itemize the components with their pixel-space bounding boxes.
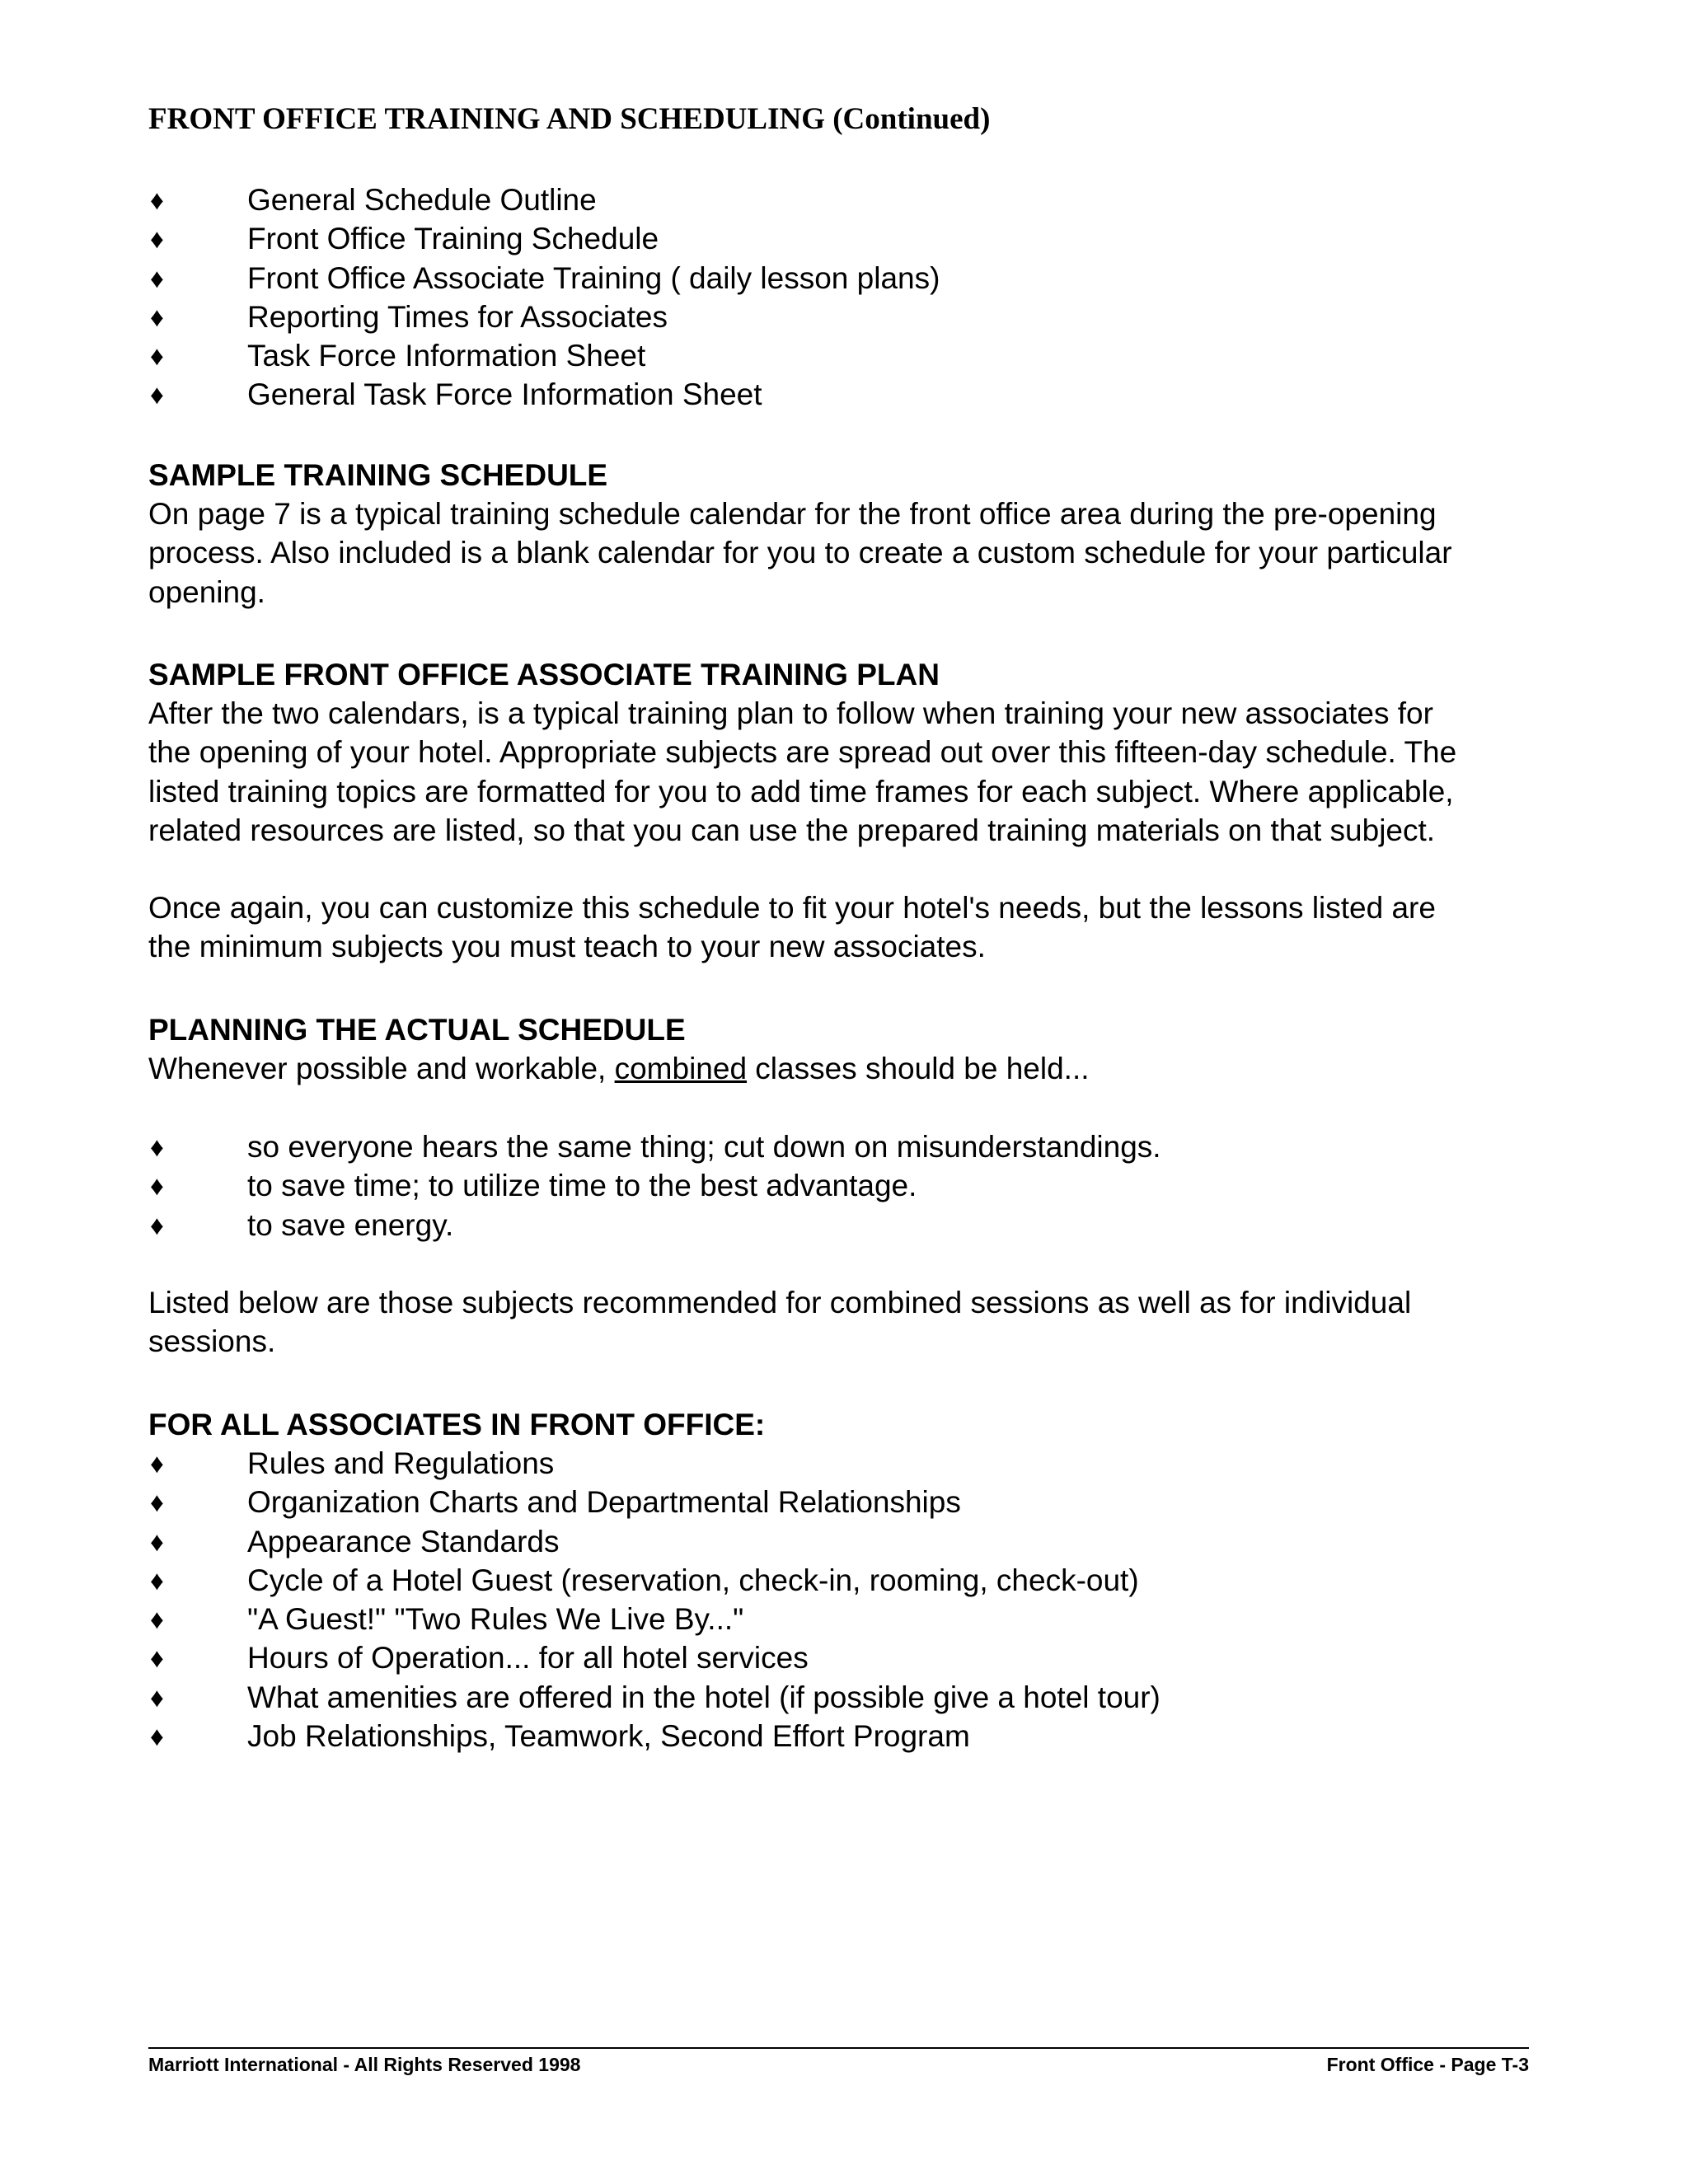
diamond-bullet-icon: ♦ [150, 262, 164, 293]
diamond-bullet-icon: ♦ [150, 1604, 164, 1635]
diamond-bullet-icon: ♦ [150, 1681, 164, 1713]
document-page: FRONT OFFICE TRAINING AND SCHEDULING (Continued) ♦ General Schedule Outline ♦ Front Office Training Schedule ♦ Front Office Associate Training ( daily lesson plans) ♦ Reporting Times for Associates ♦ Task Force Information Sheet ♦ General Task Force Information Sheet SAMPLE TRAINING SCHEDULE On page 7 is a typical training schedule calendar for the front office area during the pre-opening process. Also included is a blank calendar for you to create a custom schedule for your particular opening. SAMPLE FRONT OFFICE ASSOCIATE TRAINING PLAN After the two calendars, is a typical training plan to follow when training your new associates for the opening of your hotel. Appropriate subjects are spread out over this fifteen-day schedule. The listed training topics are formatted for you to add time frames for each subject. Where applicable, related resources are listed, so that you can use the prepared training materials on that subject. Once again, you can customize this schedule to fit your hotel's needs, but the lessons listed are the minimum subjects you must teach to your new associates. PLANNING THE ACTUAL SCHEDULE Whenever possible and workable, combined classes should be held... ♦ so everyone hears the same thing; cut down on misunderstandings. ♦ to save time; to utilize time to the best advantage. ♦ to save energy. Listed below are those subjects recommended for combined sessions as well as for individual sessions. FOR ALL ASSOCIATES IN FRONT OFFICE: ♦ Rules and Regulations ♦ Organization Charts and Departmental Relationships ♦ Appearance Standards ♦ Cycle of a Hotel Guest (reservation, check-in, rooming, check-out) ♦ "A Guest!" "Two Rules We Live By..." ♦ Hours of Operation... for all hotel services ♦ What amenities are offered in the hotel (if possible give a hotel tour) ♦ Job Relationships, Teamwork, Second Effort Program Marriott International - All Rights Reserved 1998 Front Office - Page T-3 [148, 102, 1529, 2075]
page-title: FRONT OFFICE TRAINING AND SCHEDULING (Continued) [148, 102, 991, 136]
section-paragraph: Listed below are those subjects recommended for combined sessions as well as for individual sessions. [148, 1286, 1412, 1359]
section-paragraph: Once again, you can customize this schedule to fit your hotel's needs, but the lessons listed are the minimum subjects you must teach to your new associates. [148, 891, 1436, 964]
footer-copyright: Marriott International - All Rights Reserved 1998 [148, 2054, 581, 2075]
section-heading-all-associates: FOR ALL ASSOCIATES IN FRONT OFFICE: [148, 1408, 766, 1441]
diamond-bullet-icon: ♦ [150, 1448, 164, 1479]
diamond-bullet-icon: ♦ [150, 223, 164, 255]
diamond-bullet-icon: ♦ [150, 1721, 164, 1752]
section-paragraph: On page 7 is a typical training schedule calendar for the front office area during the pre-opening process. Also included is a blank calendar for you to create a custom schedule for your particular opening. [148, 497, 1452, 609]
footer-page-number: Front Office - Page T-3 [1326, 2054, 1529, 2075]
section-heading-sample-training-schedule: SAMPLE TRAINING SCHEDULE [148, 458, 608, 492]
diamond-bullet-icon: ♦ [150, 1132, 164, 1162]
diamond-bullet-icon: ♦ [150, 1209, 164, 1240]
section-heading-planning: PLANNING THE ACTUAL SCHEDULE [148, 1013, 686, 1047]
footer-divider [148, 2047, 1529, 2049]
diamond-bullet-icon: ♦ [150, 1487, 164, 1518]
diamond-bullet-icon: ♦ [150, 379, 164, 410]
diamond-bullet-icon: ♦ [150, 185, 164, 215]
diamond-bullet-icon: ♦ [150, 301, 164, 332]
diamond-bullet-icon: ♦ [150, 1526, 164, 1557]
diamond-bullet-icon: ♦ [150, 1564, 164, 1596]
diamond-bullet-icon: ♦ [150, 340, 164, 372]
section-heading-sample-associate-plan: SAMPLE FRONT OFFICE ASSOCIATE TRAINING PLAN [148, 658, 940, 691]
underlined-word: combined [614, 1052, 748, 1085]
diamond-bullet-icon: ♦ [150, 1170, 164, 1202]
diamond-bullet-icon: ♦ [150, 1643, 164, 1674]
section-paragraph: After the two calendars, is a typical training plan to follow when training your new associates for the opening of your hotel. Appropriate subjects are spread out over this fifteen-day schedule. The listed training topics are formatted for you to add time frames for each subject. Where applicable, related resources are listed, so that you can use the prepared training materials on that subject. [148, 696, 1457, 847]
section-paragraph: Whenever possible and workable, combined classes should be held... [148, 1052, 1090, 1085]
